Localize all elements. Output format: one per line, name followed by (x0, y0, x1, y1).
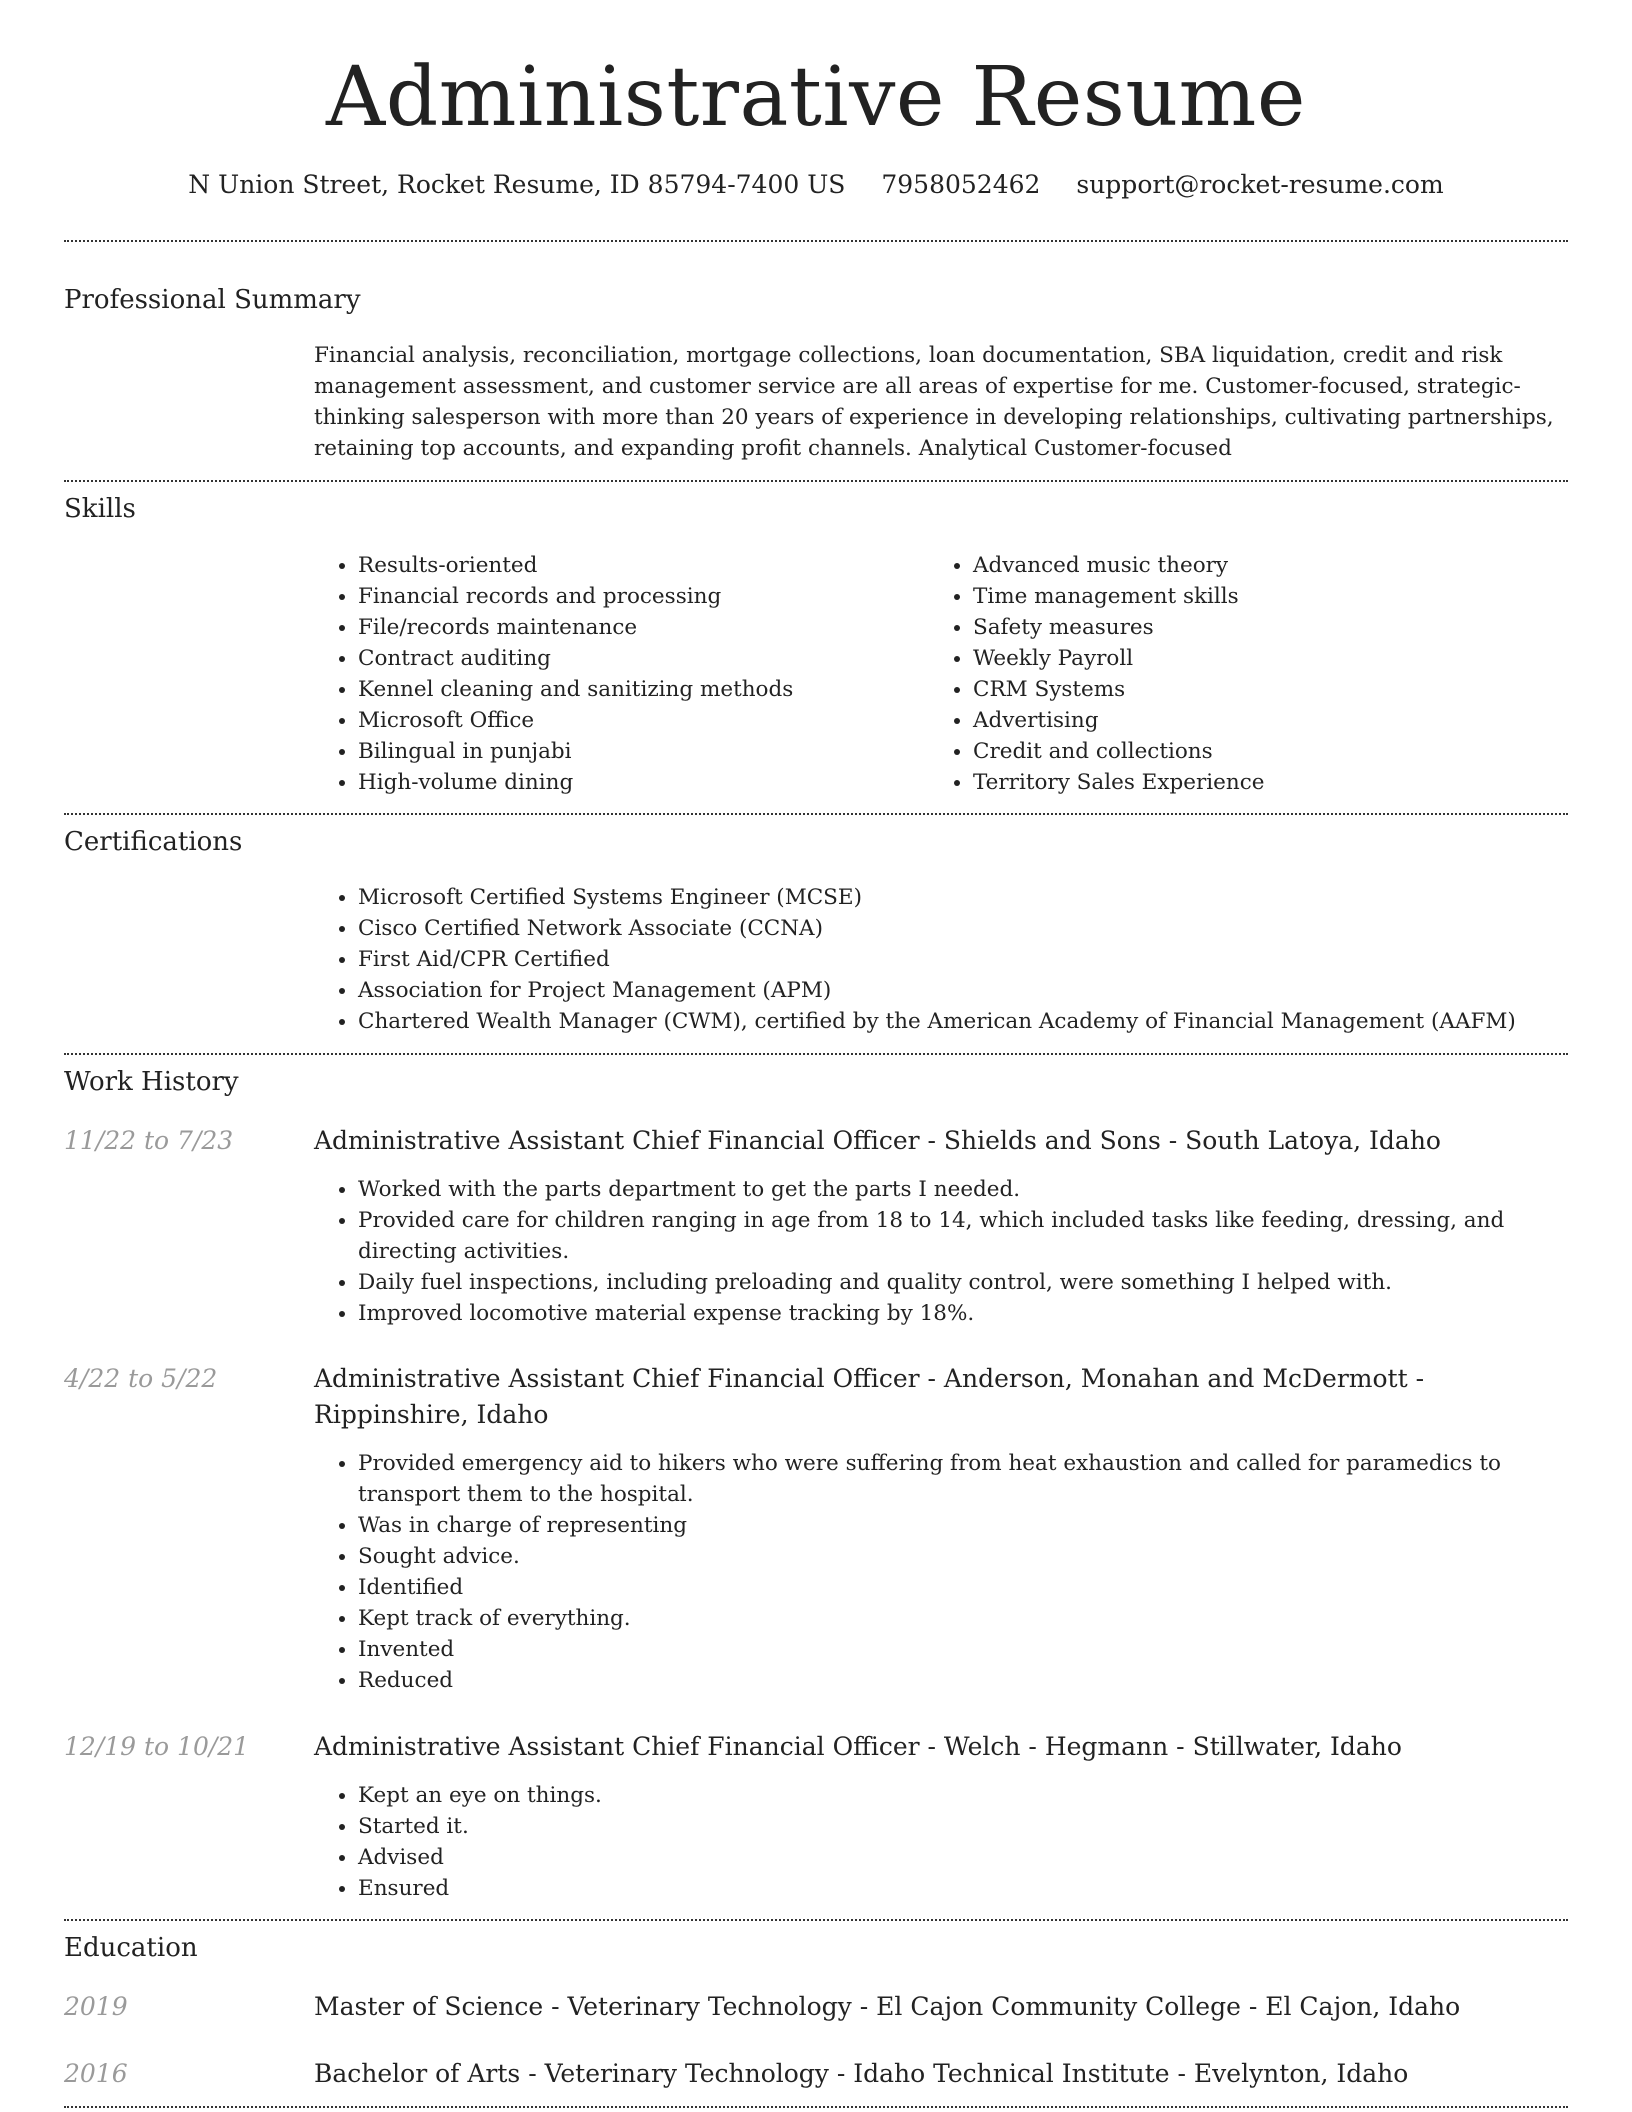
list-item: • Identified (358, 1572, 1588, 1603)
divider (64, 1919, 1568, 1921)
contact-phone: 7958052462 (881, 170, 1041, 199)
divider (64, 480, 1568, 482)
job-dates: 12/19 to 10/21 (64, 1732, 250, 1761)
list-item: • Safety measures (973, 612, 1593, 643)
list-item: • Microsoft Office (358, 705, 918, 736)
list-item: • Provided emergency aid to hikers who were suffering from heat exhaustion and called for paramedics to transport them to the hospital. (358, 1448, 1588, 1510)
list-item: • Microsoft Certified Systems Engineer (MCSE) (358, 882, 1608, 913)
list-item: • Provided care for children ranging in age from 18 to 14, which included tasks like feeding, dressing, and directing activities. (358, 1205, 1588, 1267)
list-item: • Credit and collections (973, 736, 1593, 767)
job-role: Administrative Assistant Chief Financial Officer (314, 1126, 920, 1155)
list-item: • Kept track of everything. (358, 1603, 1588, 1634)
divider (64, 2106, 1568, 2108)
list-item: • Financial records and processing (358, 581, 918, 612)
list-item: • CRM Systems (973, 674, 1593, 705)
list-item: • Improved locomotive material expense tracking by 18%. (358, 1298, 1588, 1329)
list-item: • Association for Project Management (APM) (358, 975, 1608, 1006)
job-dates: 4/22 to 5/22 (64, 1364, 218, 1393)
contact-email[interactable]: support@rocket-resume.com (1076, 170, 1444, 199)
list-item: • Advanced music theory (973, 550, 1593, 581)
list-item: • Kept an eye on things. (358, 1780, 1588, 1811)
job-details: - Shields and Sons - South Latoya, Idaho (919, 1126, 1441, 1155)
list-item: • Started it. (358, 1811, 1588, 1842)
education-entry (314, 2056, 1564, 2092)
job-bullets (314, 1448, 1588, 1696)
skills-list-right (929, 550, 1593, 798)
job-title (314, 1729, 1564, 1765)
education-details: - Idaho Technical Institute - Evelynton, Idaho (828, 2059, 1409, 2088)
job-role: Administrative Assistant Chief Financial Officer (314, 1732, 920, 1761)
skills-list-left (314, 550, 918, 798)
resume-name: Administrative Resume (326, 50, 1306, 145)
list-item: • Was in charge of representing (358, 1510, 1588, 1541)
job-title (314, 1123, 1564, 1159)
section-title-education: Education (64, 1933, 198, 1963)
education-degree: Master of Science - Veterinary Technology (314, 1992, 852, 2021)
list-item: • Daily fuel inspections, including preloading and quality control, were something I helped with. (358, 1267, 1588, 1298)
job-details: - Welch - Hegmann - Stillwater, Idaho (919, 1732, 1402, 1761)
list-item: • Chartered Wealth Manager (CWM), certified by the American Academy of Financial Management (AAFM) (358, 1006, 1608, 1037)
education-year: 2016 (64, 2059, 128, 2088)
section-title-certifications: Certifications (64, 827, 243, 857)
list-item: • Time management skills (973, 581, 1593, 612)
list-item: • First Aid/CPR Certified (358, 944, 1608, 975)
list-item: • Sought advice. (358, 1541, 1588, 1572)
job-role: Administrative Assistant Chief Financial Officer (314, 1364, 920, 1393)
list-item: • Kennel cleaning and sanitizing methods (358, 674, 918, 705)
divider (64, 240, 1568, 242)
education-entry (314, 1989, 1564, 2025)
list-item: • Cisco Certified Network Associate (CCNA) (358, 913, 1608, 944)
list-item: • Reduced (358, 1665, 1588, 1696)
list-item: • Advertising (973, 705, 1593, 736)
education-degree: Bachelor of Arts - Veterinary Technology (314, 2059, 829, 2088)
section-title-skills: Skills (64, 494, 136, 524)
list-item: • Weekly Payroll (973, 643, 1593, 674)
section-title-summary: Professional Summary (64, 285, 361, 315)
list-item: • Worked with the parts department to get the parts I needed. (358, 1174, 1588, 1205)
job-title (314, 1361, 1544, 1433)
list-item: • File/records maintenance (358, 612, 918, 643)
contact-address: N Union Street, Rocket Resume, ID 85794-7400 US (188, 170, 846, 199)
job-details: - Anderson, Monahan and McDermott - Rippinshire, Idaho (314, 1364, 1425, 1429)
list-item: • Contract auditing (358, 643, 918, 674)
job-bullets (314, 1780, 1588, 1904)
summary-text: Financial analysis, reconciliation, mortgage collections, loan documentation, SBA liquidation, credit and risk management assessment, and customer service are all areas of expertise for me. Customer-focused, strategic-thinking salesperson with more than 20 years of experience in developing relationships, cultivating partnerships, retaining top accounts, and expanding profit channels. Analytical Customer-focused (314, 343, 1554, 461)
divider (64, 813, 1568, 815)
contact-line (0, 168, 1632, 202)
education-year: 2019 (64, 1992, 128, 2021)
job-bullets (314, 1174, 1588, 1329)
list-item: • Ensured (358, 1873, 1588, 1904)
job-dates: 11/22 to 7/23 (64, 1126, 234, 1155)
list-item: • High-volume dining (358, 767, 918, 798)
divider (64, 1053, 1568, 1055)
section-title-work-history: Work History (64, 1067, 239, 1097)
list-item: • Invented (358, 1634, 1588, 1665)
list-item: • Territory Sales Experience (973, 767, 1593, 798)
education-details: - El Cajon Community College - El Cajon, Idaho (851, 1992, 1461, 2021)
list-item: • Bilingual in punjabi (358, 736, 918, 767)
list-item: • Results-oriented (358, 550, 918, 581)
list-item: • Advised (358, 1842, 1588, 1873)
certifications-list (314, 882, 1608, 1037)
